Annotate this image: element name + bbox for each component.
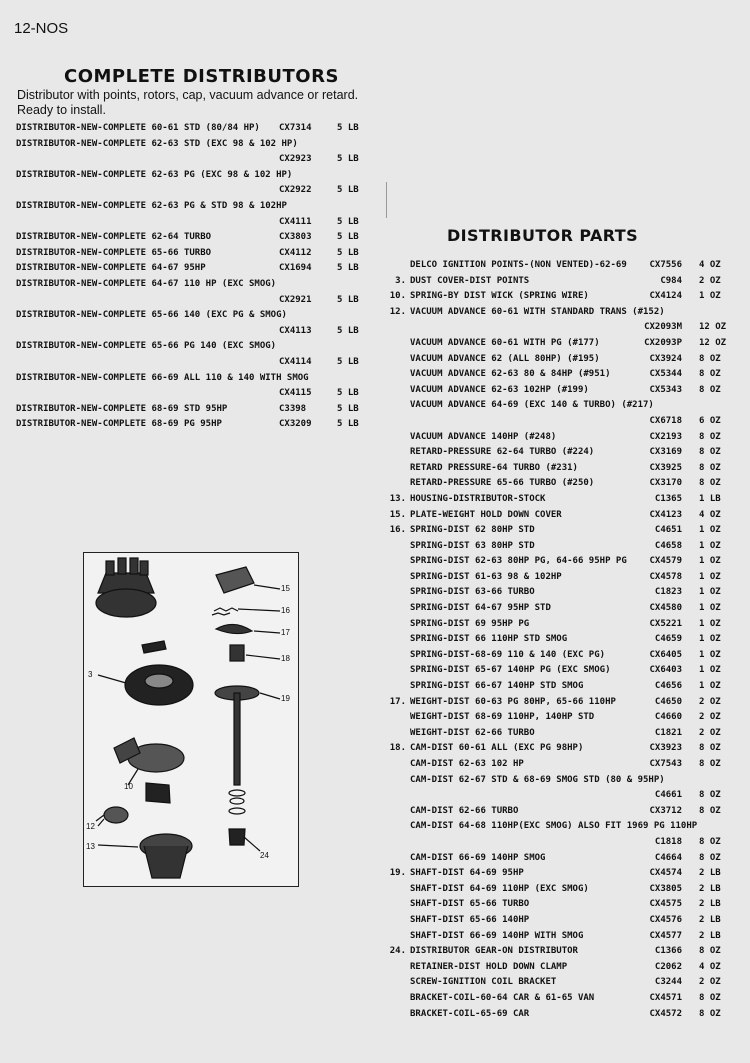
part-number: CX4575	[649, 899, 682, 910]
distributor-part-row	[386, 289, 736, 305]
page-number: 12-NOS	[14, 20, 69, 37]
distributor-part-row	[386, 695, 736, 711]
item-weight: 12 OZ	[699, 322, 727, 333]
item-description: WEIGHT-DIST 68-69 110HP, 140HP STD	[410, 712, 595, 723]
part-number: CX3712	[649, 805, 682, 816]
complete-distributor-row	[16, 355, 366, 371]
item-description: DISTRIBUTOR GEAR-ON DISTRIBUTOR	[410, 946, 578, 957]
item-number: 15.	[389, 509, 406, 520]
distributor-part-row	[386, 757, 736, 773]
item-weight: 2 LB	[699, 883, 721, 894]
item-description: SHAFT-DIST 66-69 140HP WITH SMOG	[410, 930, 584, 941]
item-description: VACUUM ADVANCE 60-61 WITH PG (#177)	[410, 337, 600, 348]
part-number: C4650	[654, 696, 682, 707]
item-weight: 8 OZ	[699, 369, 721, 380]
item-description: DISTRIBUTOR-NEW-COMPLETE 65-66 TURBO	[16, 247, 212, 258]
item-weight: 8 OZ	[699, 946, 721, 957]
part-number: C3244	[654, 977, 682, 988]
complete-distributor-row	[16, 152, 366, 168]
distributor-part-row	[386, 663, 736, 679]
item-description: WEIGHT-DIST 60-63 PG 80HP, 65-66 110HP	[410, 696, 616, 707]
distributor-part-row	[386, 882, 736, 898]
part-number: CX3925	[649, 462, 682, 473]
distributor-part-row	[386, 804, 736, 820]
item-description: VACUUM ADVANCE 62-63 102HP (#199)	[410, 384, 589, 395]
item-weight: 2 OZ	[699, 712, 721, 723]
part-number: C4660	[654, 712, 682, 723]
item-weight: 5 LB	[337, 388, 359, 399]
callout-12: 12	[86, 822, 95, 831]
complete-distributor-row	[16, 137, 366, 153]
item-description: DISTRIBUTOR-NEW-COMPLETE 64-67 110 HP (EXC SMOG)	[16, 278, 277, 289]
shaft	[234, 693, 240, 785]
part-number: CX6405	[649, 649, 682, 660]
item-weight: 5 LB	[337, 419, 359, 430]
weight-cover-plate	[216, 567, 254, 593]
distributor-part-row	[386, 819, 736, 835]
part-number: CX2093M	[644, 322, 682, 333]
part-number: C1821	[654, 727, 682, 738]
item-description: SHAFT-DIST 64-69 95HP	[410, 868, 524, 879]
item-weight: 8 OZ	[699, 431, 721, 442]
part-number: CX4571	[649, 992, 682, 1003]
item-description: CAM-DIST 62-67 STD & 68-69 SMOG STD (80 & 95HP)	[410, 774, 665, 785]
part-number: C1365	[654, 493, 682, 504]
item-weight: 6 OZ	[699, 415, 721, 426]
item-weight: 8 OZ	[699, 790, 721, 801]
distributor-part-row	[386, 913, 736, 929]
item-weight: 2 LB	[699, 868, 721, 879]
complete-distributor-row	[16, 230, 366, 246]
distributor-part-row	[386, 851, 736, 867]
item-weight: 4 OZ	[699, 260, 721, 270]
distributor-part-row	[386, 975, 736, 991]
complete-distributor-row	[16, 324, 366, 340]
distributor-part-row	[386, 648, 736, 664]
distributor-part-row	[386, 508, 736, 524]
callout-16: 16	[281, 606, 290, 615]
item-description: SPRING-DIST 61-63 98 & 102HP	[410, 571, 562, 582]
distributor-exploded-diagram	[83, 552, 299, 887]
part-number: C4651	[654, 525, 682, 536]
item-description: SPRING-DIST-68-69 110 & 140 (EXC PG)	[410, 649, 606, 660]
item-weight: 12 OZ	[699, 337, 727, 348]
item-number: 13.	[389, 493, 406, 504]
complete-distributors-title: COMPLETE DISTRIBUTORS	[64, 66, 339, 87]
part-number: CX4115	[279, 388, 312, 399]
item-description: VACUUM ADVANCE 62 (ALL 80HP) (#195)	[410, 353, 600, 364]
callout-15: 15	[281, 584, 290, 593]
distributor-part-row	[386, 398, 736, 414]
distributor-part-row	[386, 383, 736, 399]
part-number: C4664	[654, 852, 682, 863]
complete-distributor-row	[16, 308, 366, 324]
item-description: RETARD-PRESSURE 65-66 TURBO (#250)	[410, 478, 595, 489]
item-description: CAM-DIST 62-63 102 HP	[410, 759, 524, 769]
item-description: SPRING-BY DIST WICK (SPRING WIRE)	[410, 291, 589, 302]
item-description: SHAFT-DIST 65-66 140HP	[410, 914, 530, 925]
part-number: C2062	[654, 961, 682, 972]
item-weight: 2 LB	[699, 899, 721, 910]
distributor-part-row	[386, 929, 736, 945]
distributor-part-row	[386, 835, 736, 851]
callout-10: 10	[124, 782, 133, 791]
item-description: SPRING-DIST 62-63 80HP PG, 64-66 95HP PG	[410, 556, 627, 567]
distributor-part-row	[386, 305, 736, 321]
complete-distributor-row	[16, 339, 366, 355]
part-number: CX3170	[649, 478, 682, 489]
distributor-part-row	[386, 991, 736, 1007]
part-number: C1818	[654, 836, 682, 847]
part-number: CX2921	[279, 294, 312, 305]
item-description: DISTRIBUTOR-NEW-COMPLETE 60-61 STD (80/84 HP)	[16, 123, 260, 133]
part-number: C4661	[654, 790, 682, 801]
item-number: 18.	[389, 743, 406, 754]
complete-distributor-row	[16, 261, 366, 277]
item-description: DISTRIBUTOR-NEW-COMPLETE 62-63 PG & STD 98 & 102HP	[16, 200, 287, 211]
distributor-part-row	[386, 461, 736, 477]
item-description: SPRING-DIST 63 80HP STD	[410, 540, 535, 551]
callout-19: 19	[281, 694, 290, 703]
complete-distributor-row	[16, 277, 366, 293]
item-weight: 5 LB	[337, 356, 359, 367]
part-number: CX4580	[649, 603, 682, 614]
distributor-part-row	[386, 492, 736, 508]
item-description: VACUUM ADVANCE 60-61 WITH STANDARD TRANS (#152)	[410, 306, 665, 317]
item-weight: 1 OZ	[699, 618, 721, 629]
part-number: CX7314	[279, 123, 312, 133]
item-number: 12.	[389, 306, 406, 317]
advance-weights	[216, 624, 252, 633]
part-number: C1823	[654, 587, 682, 598]
item-description: WEIGHT-DIST 62-66 TURBO	[410, 727, 535, 738]
item-description: DISTRIBUTOR-NEW-COMPLETE 68-69 STD 95HP	[16, 403, 228, 414]
part-number: C4656	[654, 681, 682, 692]
complete-distributor-row	[16, 246, 366, 262]
part-number: CX4113	[279, 325, 312, 336]
item-description: DISTRIBUTOR-NEW-COMPLETE 62-64 TURBO	[16, 232, 212, 243]
item-weight: 1 OZ	[699, 556, 721, 567]
item-number: 10.	[389, 291, 406, 302]
cam	[230, 645, 244, 661]
distributor-part-row	[386, 258, 736, 274]
part-number: CX5221	[649, 618, 682, 629]
item-weight: 8 OZ	[699, 447, 721, 458]
item-number: 19.	[389, 868, 406, 879]
item-description: SCREW-IGNITION COIL BRACKET	[410, 977, 557, 988]
complete-distributor-row	[16, 417, 366, 433]
vacuum-advance	[104, 807, 128, 823]
item-description: RETARD PRESSURE-64 TURBO (#231)	[410, 462, 578, 473]
item-description: CAM-DIST 66-69 140HP SMOG	[410, 852, 546, 863]
part-number: CX6403	[649, 665, 682, 676]
complete-distributor-row	[16, 293, 366, 309]
item-description: SHAFT-DIST 64-69 110HP (EXC SMOG)	[410, 883, 589, 894]
part-number: CX2193	[649, 431, 682, 442]
distributor-part-row	[386, 570, 736, 586]
item-description: PLATE-WEIGHT HOLD DOWN COVER	[410, 509, 562, 520]
item-weight: 1 OZ	[699, 587, 721, 598]
item-weight: 1 OZ	[699, 291, 721, 302]
rotor	[142, 641, 166, 653]
item-weight: 8 OZ	[699, 1008, 721, 1019]
item-description: VACUUM ADVANCE 62-63 80 & 84HP (#951)	[410, 369, 611, 380]
item-description: RETAINER-DIST HOLD DOWN CLAMP	[410, 961, 568, 972]
distributor-part-row	[386, 352, 736, 368]
item-weight: 2 OZ	[699, 696, 721, 707]
distributor-part-row	[386, 320, 736, 336]
item-weight: 5 LB	[337, 247, 359, 258]
item-weight: 1 LB	[699, 493, 721, 504]
item-number: 24.	[389, 946, 406, 957]
item-description: SPRING-DIST 66 110HP STD SMOG	[410, 634, 568, 645]
item-weight: 8 OZ	[699, 478, 721, 489]
distributor-part-row	[386, 476, 736, 492]
item-description: SPRING-DIST 63-66 TURBO	[410, 587, 535, 598]
callout-13: 13	[86, 842, 95, 851]
part-number: CX4114	[279, 356, 312, 367]
distributor-part-row	[386, 679, 736, 695]
item-weight: 4 OZ	[699, 961, 721, 972]
item-weight: 2 OZ	[699, 275, 721, 286]
item-description: SPRING-DIST 66-67 140HP STD SMOG	[410, 681, 584, 692]
item-description: DUST COVER-DIST POINTS	[410, 275, 530, 286]
distributor-part-row	[386, 601, 736, 617]
item-description: RETARD-PRESSURE 62-64 TURBO (#224)	[410, 447, 595, 458]
item-weight: 1 OZ	[699, 525, 721, 536]
item-description: BRACKET-COIL-65-69 CAR	[410, 1008, 530, 1019]
part-number: CX4572	[649, 1008, 682, 1019]
item-description: DISTRIBUTOR-NEW-COMPLETE 68-69 PG 95HP	[16, 419, 222, 430]
distributor-part-row	[386, 539, 736, 555]
distributor-part-row	[386, 788, 736, 804]
item-weight: 8 OZ	[699, 992, 721, 1003]
item-weight: 5 LB	[337, 154, 359, 165]
part-number: CX2923	[279, 154, 312, 165]
item-weight: 5 LB	[337, 185, 359, 196]
callout-3: 3	[88, 670, 93, 679]
item-description: VACUUM ADVANCE 140HP (#248)	[410, 431, 557, 442]
part-number: CX4111	[279, 216, 312, 227]
item-description: DISTRIBUTOR-NEW-COMPLETE 64-67 95HP	[16, 263, 206, 274]
complete-distributor-row	[16, 183, 366, 199]
item-weight: 2 OZ	[699, 727, 721, 738]
part-number: C1366	[654, 946, 682, 957]
item-description: SPRING-DIST 69 95HP PG	[410, 618, 530, 629]
distributor-part-row	[386, 274, 736, 290]
item-weight: 5 LB	[337, 325, 359, 336]
item-weight: 5 LB	[337, 403, 359, 414]
part-number: CX3805	[649, 883, 682, 894]
item-weight: 8 OZ	[699, 852, 721, 863]
item-weight: 1 OZ	[699, 649, 721, 660]
item-description: DISTRIBUTOR-NEW-COMPLETE 65-66 140 (EXC PG & SMOG)	[16, 310, 287, 321]
distributor-part-row	[386, 741, 736, 757]
part-number: CX4576	[649, 914, 682, 925]
distributor-part-row	[386, 585, 736, 601]
exploded-view-illustration	[84, 553, 298, 886]
complete-distributors-description: Distributor with points, rotors, cap, vacuum advance or retard. Ready to install.	[17, 88, 359, 117]
item-weight: 2 OZ	[699, 977, 721, 988]
complete-distributor-row	[16, 402, 366, 418]
distributor-part-row	[386, 1007, 736, 1023]
complete-distributor-row	[16, 199, 366, 215]
distributor-part-row	[386, 430, 736, 446]
item-description: SPRING-DIST 62 80HP STD	[410, 525, 535, 536]
item-weight: 8 OZ	[699, 805, 721, 816]
callout-18: 18	[281, 654, 290, 663]
item-description: SPRING-DIST 65-67 140HP PG (EXC SMOG)	[410, 665, 611, 676]
distributor-part-row	[386, 367, 736, 383]
distributor-part-row	[386, 632, 736, 648]
distributor-part-row	[386, 414, 736, 430]
part-number: CX1694	[279, 263, 312, 274]
part-number: C4659	[654, 634, 682, 645]
item-weight: 2 LB	[699, 914, 721, 925]
item-weight: 2 LB	[699, 930, 721, 941]
distributor-part-row	[386, 897, 736, 913]
part-number: C984	[660, 275, 682, 286]
item-weight: 8 OZ	[699, 353, 721, 364]
item-weight: 5 LB	[337, 216, 359, 227]
part-number: CX4123	[649, 509, 682, 520]
item-description: SHAFT-DIST 65-66 TURBO	[410, 899, 530, 910]
item-weight: 5 LB	[337, 294, 359, 305]
part-number: CX6718	[649, 415, 682, 426]
complete-distributor-row	[16, 386, 366, 402]
item-weight: 1 OZ	[699, 571, 721, 582]
part-number: CX3169	[649, 447, 682, 458]
item-description: DISTRIBUTOR-NEW-COMPLETE 62-63 PG (EXC 98 & 102 HP)	[16, 169, 293, 180]
item-description: BRACKET-COIL-60-64 CAR & 61-65 VAN	[410, 992, 595, 1003]
item-weight: 1 OZ	[699, 681, 721, 692]
part-number: CX3803	[279, 232, 312, 243]
distributor-part-row	[386, 944, 736, 960]
item-description: CAM-DIST 60-61 ALL (EXC PG 98HP)	[410, 743, 584, 754]
distributor-part-row	[386, 866, 736, 882]
part-number: CX5343	[649, 384, 682, 395]
part-number: CX7556	[649, 260, 682, 270]
part-number: C4658	[654, 540, 682, 551]
drive-gear	[229, 829, 245, 845]
distributor-part-row	[386, 523, 736, 539]
complete-distributor-row	[16, 371, 366, 387]
part-number: CX3924	[649, 353, 682, 364]
distributor-part-row	[386, 445, 736, 461]
distributor-part-row	[386, 960, 736, 976]
part-number: CX4579	[649, 556, 682, 567]
complete-distributor-row	[16, 168, 366, 184]
distributor-part-row	[386, 773, 736, 789]
callout-24: 24	[260, 851, 269, 860]
item-description: CAM-DIST 62-66 TURBO	[410, 805, 519, 816]
part-number: CX4574	[649, 868, 682, 879]
item-weight: 8 OZ	[699, 384, 721, 395]
item-weight: 5 LB	[337, 263, 359, 274]
item-description: SPRING-DIST 64-67 95HP STD	[410, 603, 551, 614]
part-number: CX3209	[279, 419, 312, 430]
item-number: 17.	[389, 696, 406, 707]
item-description: DISTRIBUTOR-NEW-COMPLETE 65-66 PG 140 (EXC SMOG)	[16, 341, 277, 352]
distributor-part-row	[386, 710, 736, 726]
distributor-part-row	[386, 554, 736, 570]
part-number: C3398	[279, 403, 307, 414]
part-number: CX4577	[649, 930, 682, 941]
distributor-part-row	[386, 336, 736, 352]
item-description: HOUSING-DISTRIBUTOR-STOCK	[410, 493, 546, 504]
item-weight: 1 OZ	[699, 665, 721, 676]
item-weight: 1 OZ	[699, 634, 721, 645]
distributor-parts-title: DISTRIBUTOR PARTS	[447, 226, 639, 245]
part-number: CX4112	[279, 247, 312, 258]
item-weight: 1 OZ	[699, 603, 721, 614]
part-number: CX5344	[649, 369, 682, 380]
item-weight: 8 OZ	[699, 836, 721, 847]
item-description: VACUUM ADVANCE 64-69 (EXC 140 & TURBO) (#217)	[410, 400, 654, 411]
part-number: CX2922	[279, 185, 312, 196]
distributor-part-row	[386, 726, 736, 742]
part-number: CX4124	[649, 291, 682, 302]
item-description: DISTRIBUTOR-NEW-COMPLETE 62-63 STD (EXC 98 & 102 HP)	[16, 138, 298, 149]
column-divider	[386, 182, 387, 218]
part-number: CX4578	[649, 571, 682, 582]
item-weight: 5 LB	[337, 123, 359, 133]
complete-distributors-list	[16, 121, 366, 433]
item-weight: 8 OZ	[699, 462, 721, 473]
part-number: CX2093P	[644, 337, 682, 348]
part-number: CX3923	[649, 743, 682, 754]
item-weight: 1 OZ	[699, 540, 721, 551]
item-weight: 8 OZ	[699, 743, 721, 754]
complete-distributor-row	[16, 215, 366, 231]
distributor-parts-list	[386, 258, 736, 1022]
item-description: DELCO IGNITION POINTS-(NON VENTED)-62-69	[410, 260, 627, 270]
item-weight: 5 LB	[337, 232, 359, 243]
distributor-part-row	[386, 617, 736, 633]
callout-17: 17	[281, 628, 290, 637]
item-number: 16.	[389, 525, 406, 536]
item-description: DISTRIBUTOR-NEW-COMPLETE 66-69 ALL 110 & 140 WITH SMOG	[16, 372, 309, 383]
item-number: 3.	[395, 275, 406, 286]
complete-distributor-row	[16, 121, 366, 137]
item-weight: 4 OZ	[699, 509, 721, 520]
item-weight: 8 OZ	[699, 759, 721, 769]
part-number: CX7543	[649, 759, 682, 769]
item-description: CAM-DIST 64-68 110HP(EXC SMOG) ALSO FIT 1969 PG 110HP	[410, 821, 698, 832]
